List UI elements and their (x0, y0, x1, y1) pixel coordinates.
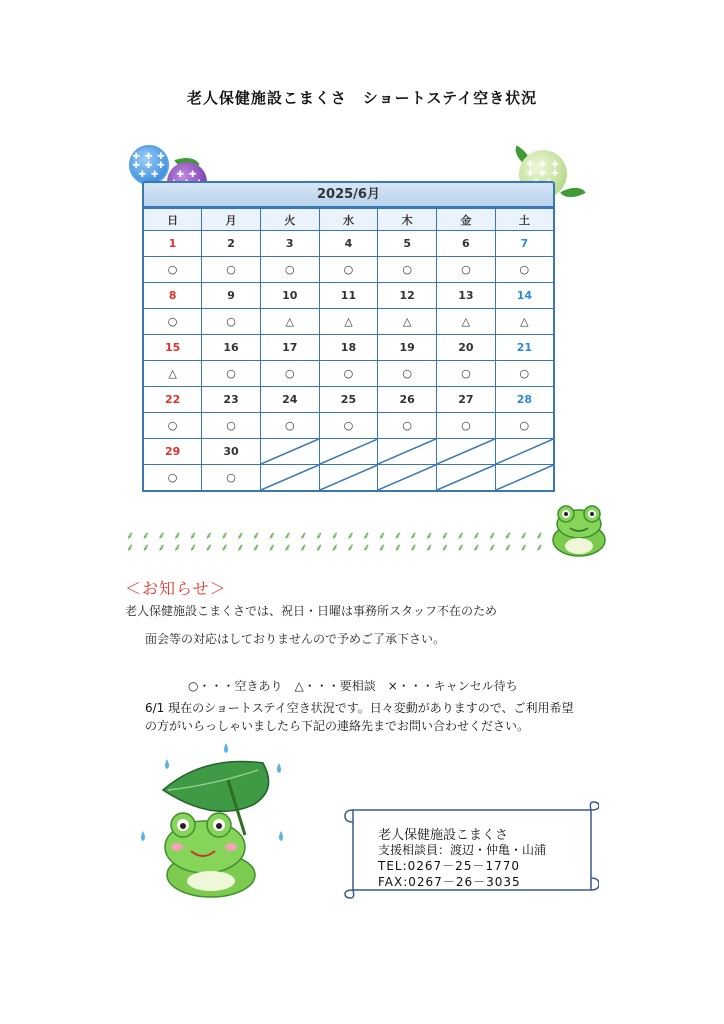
availability-mark: △ (495, 309, 554, 335)
empty-day-cell (260, 439, 319, 465)
date-cell: 16 (202, 335, 261, 361)
date-cell: 9 (202, 283, 261, 309)
date-cell: 8 (143, 283, 202, 309)
empty-status-cell (437, 465, 496, 492)
date-cell: 25 (319, 387, 378, 413)
date-cell: 21 (495, 335, 554, 361)
hydrangea-purple-icon: ✚ ✚ (167, 162, 207, 202)
frog-umbrella-icon (133, 735, 293, 900)
notice-text-line1: 老人保健施設こまくさでは、祝日・日曜は事務所スタッフ不在のため (125, 604, 498, 618)
calendar-grid (142, 207, 555, 492)
availability-mark: ○ (495, 257, 554, 283)
date-cell: 2 (202, 231, 261, 257)
weekday-header: 木 (378, 208, 437, 231)
availability-mark: ○ (143, 413, 202, 439)
empty-day-cell (495, 439, 554, 465)
availability-mark: ○ (319, 257, 378, 283)
availability-mark: ○ (437, 413, 496, 439)
availability-mark: △ (378, 309, 437, 335)
date-cell: 23 (202, 387, 261, 413)
availability-mark: ○ (260, 257, 319, 283)
date-cell: 13 (437, 283, 496, 309)
calendar-month-label: 2025/6月 (142, 181, 555, 207)
date-cell: 1 (143, 231, 202, 257)
availability-mark: △ (260, 309, 319, 335)
empty-status-cell (319, 465, 378, 492)
contact-staff: 支援相談員：渡辺・仲亀・山浦 (378, 843, 547, 857)
empty-status-cell (495, 465, 554, 492)
availability-mark: ○ (378, 361, 437, 387)
availability-mark: ○ (143, 257, 202, 283)
date-cell: 3 (260, 231, 319, 257)
availability-mark: ○ (202, 413, 261, 439)
availability-mark: △ (437, 309, 496, 335)
availability-mark: ○ (319, 361, 378, 387)
empty-day-cell (437, 439, 496, 465)
availability-mark: ○ (319, 413, 378, 439)
weekday-header: 水 (319, 208, 378, 231)
status-text-line1: 6/1 現在のショートステイ空き状況です。日々変動がありますので、ご利用希望 (145, 701, 574, 715)
contact-tel: TEL:0267－25－1770 (378, 859, 520, 873)
availability-mark: ○ (202, 361, 261, 387)
date-cell: 22 (143, 387, 202, 413)
contact-fax: FAX:0267－26－3035 (378, 875, 521, 889)
weekday-header: 火 (260, 208, 319, 231)
empty-day-cell (319, 439, 378, 465)
date-cell: 10 (260, 283, 319, 309)
availability-mark: △ (319, 309, 378, 335)
notice-text-line2: 面会等の対応はしておりませんので予めご了承下さい。 (145, 632, 446, 646)
hydrangea-blue-icon: ✚ ✚ ✚ ✚ ✚ ✚ ✚ ✚ (129, 145, 169, 185)
status-text-line2: の方がいらっしゃいましたら下記の連絡先までお問い合わせください。 (145, 719, 530, 733)
date-cell: 29 (143, 439, 202, 465)
availability-mark: ○ (437, 257, 496, 283)
availability-mark: ○ (495, 361, 554, 387)
date-cell: 18 (319, 335, 378, 361)
date-cell: 19 (378, 335, 437, 361)
date-cell: 24 (260, 387, 319, 413)
page-title: 老人保健施設こまくさ ショートステイ空き状況 (186, 89, 538, 107)
date-cell: 17 (260, 335, 319, 361)
availability-mark: ○ (202, 465, 261, 492)
availability-mark: ○ (378, 413, 437, 439)
availability-mark: ○ (260, 413, 319, 439)
date-cell: 30 (202, 439, 261, 465)
availability-mark: ○ (202, 257, 261, 283)
date-cell: 26 (378, 387, 437, 413)
hydrangea-green-icon: ✚ ✚ ✚ ✚ ✚ ✚ (519, 150, 567, 198)
empty-status-cell (378, 465, 437, 492)
weekday-header: 日 (143, 208, 202, 231)
date-cell: 28 (495, 387, 554, 413)
date-cell: 27 (437, 387, 496, 413)
availability-mark: ○ (378, 257, 437, 283)
empty-day-cell (378, 439, 437, 465)
availability-mark: △ (143, 361, 202, 387)
calendar (142, 181, 555, 492)
notice-heading: ＜お知らせ＞ (125, 579, 227, 598)
date-cell: 14 (495, 283, 554, 309)
availability-mark: ○ (260, 361, 319, 387)
availability-mark: ○ (143, 465, 202, 492)
date-cell: 20 (437, 335, 496, 361)
date-cell: 15 (143, 335, 202, 361)
date-cell: 12 (378, 283, 437, 309)
date-cell: 11 (319, 283, 378, 309)
availability-mark: ○ (437, 361, 496, 387)
date-cell: 7 (495, 231, 554, 257)
legend: ○・・・空きあり △・・・要相談 ×・・・キャンセル待ち (188, 679, 518, 693)
date-cell: 6 (437, 231, 496, 257)
frog-icon (546, 502, 612, 558)
weekday-header: 土 (495, 208, 554, 231)
availability-mark: ○ (495, 413, 554, 439)
availability-mark: ○ (202, 309, 261, 335)
footprints-icon: ⸙ ⸙ ⸙ ⸙ ⸙ ⸙ ⸙ ⸙ ⸙ ⸙ ⸙ ⸙ ⸙ ⸙ ⸙ ⸙ ⸙ ⸙ ⸙ ⸙ ⸙ ⸙ ⸙ ⸙ ⸙ ⸙ ⸙ ⸙ ⸙ ⸙ ⸙ ⸙ ⸙ ⸙ ⸙ ⸙ ⸙ ⸙ ⸙ ⸙ ⸙ ⸙ ⸙ ⸙ ⸙ ⸙ ⸙ ⸙ ⸙ ⸙ ⸙ ⸙ ⸙ ⸙ (126, 530, 546, 554)
date-cell: 4 (319, 231, 378, 257)
weekday-header: 金 (437, 208, 496, 231)
contact-facility-name: 老人保健施設こまくさ (378, 828, 509, 843)
availability-mark: ○ (143, 309, 202, 335)
weekday-header: 月 (202, 208, 261, 231)
date-cell: 5 (378, 231, 437, 257)
empty-status-cell (260, 465, 319, 492)
